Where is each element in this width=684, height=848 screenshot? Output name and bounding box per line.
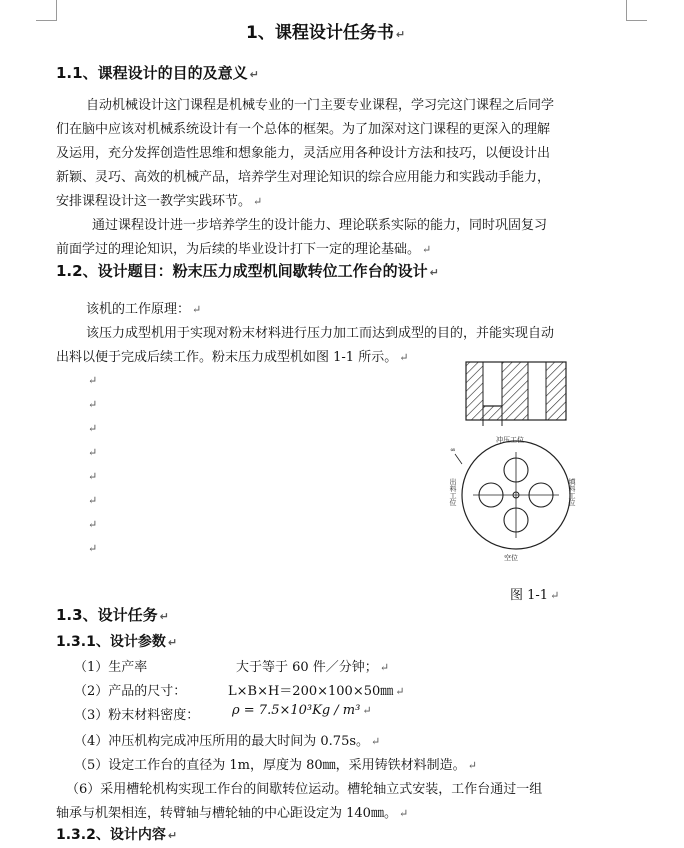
param-label: （2）产品的尺寸： xyxy=(74,684,187,699)
figure-label-bottom: 空位 xyxy=(504,554,518,562)
section-1-3-1-heading: 1.3.1、设计参数 ↵ xyxy=(56,634,178,650)
paragraph-line: 通过课程设计进一步培养学生的设计能力、理论联系实际的能力，同时巩固复习 xyxy=(92,218,548,233)
empty-paragraph-mark: ↵ xyxy=(88,470,98,483)
task-item-5: （5）设定工作台的直径为 1m，厚度为 80㎜，采用铸铁材料制造。 ↵ xyxy=(74,758,477,773)
empty-paragraph-mark: ↵ xyxy=(88,398,98,411)
section-1-3-heading: 1.3、设计任务 ↵ xyxy=(56,606,169,624)
empty-paragraph-mark: ↵ xyxy=(88,518,98,531)
empty-paragraph-mark: ↵ xyxy=(88,494,98,507)
die-section xyxy=(466,362,566,426)
empty-paragraph-mark: ↵ xyxy=(88,422,98,435)
paragraph-line: 前面学过的理论知识，为后续的毕业设计打下一定的理论基础。 ↵ xyxy=(56,242,432,257)
task-item-6-cont: 轴承与机架相连，转臂轴与槽轮轴的中心距设定为 140㎜。 ↵ xyxy=(56,806,409,821)
paragraph-line: 该压力成型机用于实现对粉末材料进行压力加工而达到成型的目的，并能实现自动 xyxy=(86,326,555,341)
paragraph-line: 们在脑中应该对机械系统设计有一个总体的框架。为了加深对这门课程的更深入的理解 xyxy=(56,122,551,137)
figure-label-mark: ∞ xyxy=(450,446,456,454)
empty-paragraph-mark: ↵ xyxy=(88,542,98,555)
press-machine-figure xyxy=(446,360,586,570)
figure-label-left: 出料工位 xyxy=(449,478,457,506)
page-corner-mark-left xyxy=(36,0,57,21)
paragraph-line: 及运用，充分发挥创造性思维和想象能力，灵活应用各种设计方法和技巧，以便设计出 xyxy=(56,146,551,161)
page-corner-mark-right xyxy=(626,0,647,21)
paragraph-line: 自动机械设计这门课程是机械专业的一门主要专业课程，学习完这门课程之后同学 xyxy=(86,98,555,113)
param-value: L×B×H＝200×100×50㎜ ↵ xyxy=(228,684,405,699)
section-1-3-2-heading: 1.3.2、设计内容 ↵ xyxy=(56,827,178,843)
section-1-1-heading: 1.1、课程设计的目的及意义 ↵ xyxy=(56,64,259,82)
principle-label: 该机的工作原理： ↵ xyxy=(86,302,202,317)
param-value: ρ = 7.5×10³Kg / m³ ↵ xyxy=(232,703,372,718)
paragraph-line: 安排课程设计这一教学实践环节。 ↵ xyxy=(56,194,263,209)
rotary-table xyxy=(462,441,570,549)
paragraph-line: 出料以便于完成后续工作。粉末压力成型机如图 1-1 所示。 ↵ xyxy=(56,350,409,365)
param-value: 大于等于 60 件／分钟； ↵ xyxy=(236,660,390,675)
figure-label-right: 填料工位 xyxy=(568,478,576,506)
document-title: 1、课程设计任务书 ↵ xyxy=(246,23,406,43)
task-item-4: （4）冲压机构完成冲压所用的最大时间为 0.75s。 ↵ xyxy=(74,734,381,749)
param-label: （3）粉末材料密度： xyxy=(74,708,200,723)
param-label: （1）生产率 xyxy=(74,660,148,675)
section-1-2-heading: 1.2、设计题目：粉末压力成型机间歇转位工作台的设计 ↵ xyxy=(56,262,439,280)
task-item-6: （6）采用槽轮机构实现工作台的间歇转位运动。槽轮轴立式安装，工作台通过一组 xyxy=(66,782,543,797)
empty-paragraph-mark: ↵ xyxy=(88,374,98,387)
figure-label-top: 冲压工位 xyxy=(496,436,524,444)
paragraph-line: 新颖、灵巧、高效的机械产品，培养学生对理论知识的综合应用能力和实践动手能力， xyxy=(56,170,551,185)
figure-caption: 图 1-1 ↵ xyxy=(510,588,560,603)
empty-paragraph-mark: ↵ xyxy=(88,446,98,459)
